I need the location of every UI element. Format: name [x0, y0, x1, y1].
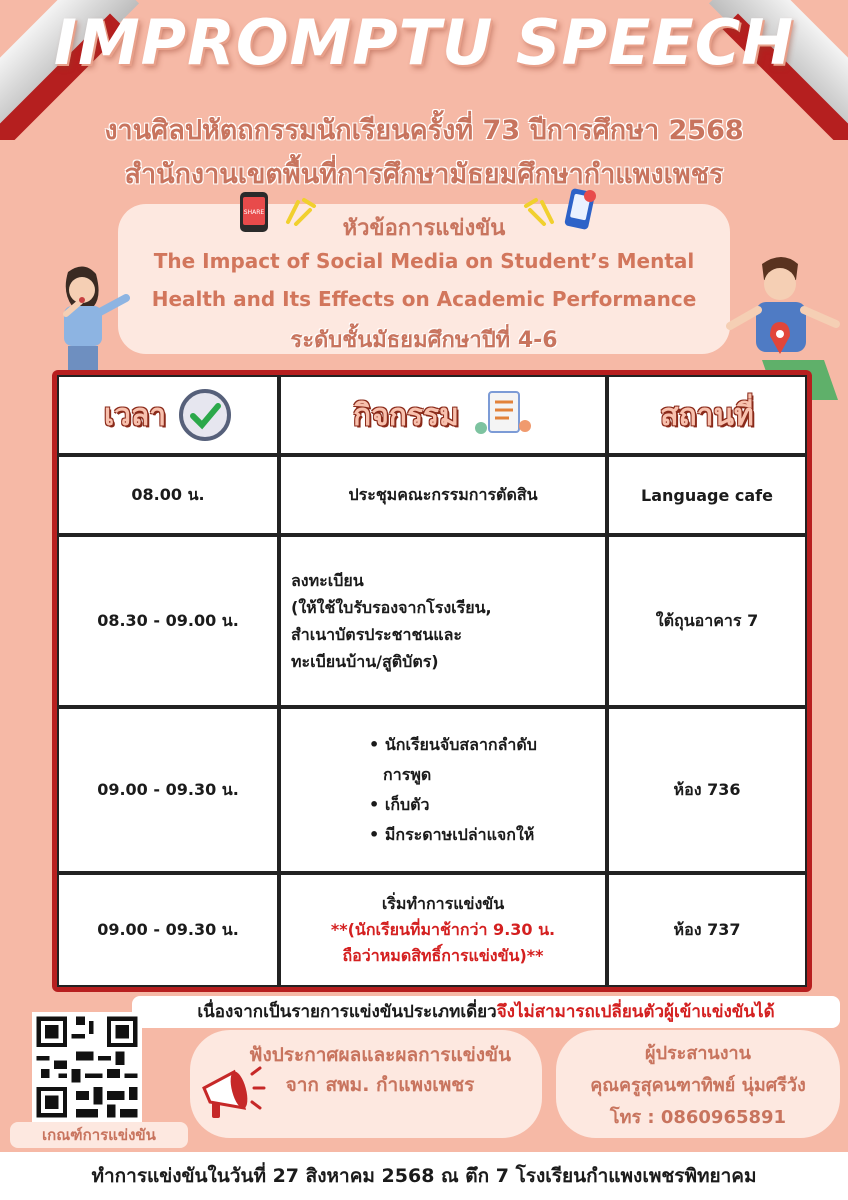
row4-activity — [279, 873, 607, 987]
footer-venue: ทำการแข่งขันในวันที่ 27 สิงหาคม 2568 ณ ตึก 7 โรงเรียนกำแพงเพชรพิทยาคม — [0, 1152, 848, 1200]
notice-part-2: จึงไม่สามารถเปลี่ยนตัวผู้เข้าแข่งขันได้ — [496, 1002, 775, 1022]
row3-place: ห้อง 736 — [607, 707, 807, 873]
coordinator-name: คุณครูสุคนฑาทิพย์ นุ่มศรีวัง — [590, 1075, 806, 1096]
coordinator-title: ผู้ประสานงาน — [645, 1043, 751, 1064]
row1-time: 08.00 น. — [57, 455, 279, 535]
row2-place: ใต้ถุนอาคาร 7 — [607, 535, 807, 707]
subtitle-event: งานศิลปหัตถกรรมนักเรียนครั้งที่ 73 ปีการศึกษา 2568 — [104, 115, 744, 146]
grade-level: ระดับชั้นมัธยมศึกษาปีที่ 4-6 — [290, 328, 558, 353]
header-activity: กิจกรรม — [353, 397, 459, 433]
announcement-line-2: จาก สพม. กำแพงเพชร — [285, 1074, 475, 1096]
schedule-table — [52, 370, 812, 992]
row3-bullet-list — [349, 730, 537, 850]
row4-note-line-2: ถือว่าหมดสิทธิ์การแข่งขัน)** — [342, 946, 544, 965]
header-time: เวลา — [103, 397, 167, 433]
row1-place: Language cafe — [607, 455, 807, 535]
row3-time: 09.00 - 09.30 น. — [57, 707, 279, 873]
qr-code-icon[interactable] — [32, 1012, 142, 1122]
topic-label: หัวข้อการแข่งขัน — [342, 216, 506, 241]
topic-text — [118, 242, 730, 318]
schedule-inner — [57, 375, 807, 987]
substitution-notice — [132, 996, 840, 1028]
checklist-icon — [473, 388, 533, 442]
row4-place: ห้อง 737 — [607, 873, 807, 987]
header-place: สถานที่ — [660, 397, 754, 433]
row2-activity-line: ลงทะเบียน — [291, 571, 364, 590]
row2-activity-line: ทะเบียนบ้าน/สูติบัตร) — [291, 652, 439, 671]
row2-time: 08.30 - 09.00 น. — [57, 535, 279, 707]
coordinator-phone: โทร : 0860965891 — [609, 1107, 787, 1128]
notice-part-1: เนื่องจากเป็นรายการแข่งขันประเภทเดี่ยว — [197, 1002, 497, 1022]
topic-line-2: Health and Its Effects on Academic Performance — [151, 287, 697, 311]
row3-bullet: • มีกระดาษเปล่าแจกให้ — [369, 820, 537, 850]
topic-line-1: The Impact of Social Media on Student’s Mental — [153, 249, 695, 273]
schedule-header-row — [57, 375, 807, 455]
poster-title: IMPROMPTU SPEECH — [53, 6, 795, 79]
table-row — [57, 873, 807, 987]
row2-activity-line: (ให้ใช้ใบรับรองจากโรงเรียน, — [291, 598, 492, 617]
megaphone-icon — [198, 1062, 268, 1124]
table-row — [57, 535, 807, 707]
row1-activity: ประชุมคณะกรรมการตัดสิน — [279, 455, 607, 535]
row4-activity-title: เริ่มทำการแข่งขัน — [381, 894, 505, 913]
row3-bullet: • เก็บตัว — [369, 790, 537, 820]
row4-time: 09.00 - 09.30 น. — [57, 873, 279, 987]
row3-activity — [279, 707, 607, 873]
row2-activity — [279, 535, 607, 707]
header-activity-cell — [279, 375, 607, 455]
header-place-cell — [607, 375, 807, 455]
check-clock-icon — [178, 388, 232, 442]
subtitle-office: สำนักงานเขตพื้นที่การศึกษามัธยมศึกษากำแพงเพชร — [124, 159, 724, 190]
row4-note-line-1: **(นักเรียนที่มาช้ากว่า 9.30 น. — [330, 920, 556, 939]
speaker-girl-illustration — [38, 262, 130, 372]
header-time-cell — [57, 375, 279, 455]
qr-label: เกณฑ์การแข่งขัน — [10, 1122, 188, 1148]
row3-bullet: • นักเรียนจับสลากลำดับ — [369, 730, 537, 760]
table-row — [57, 707, 807, 873]
table-row — [57, 455, 807, 535]
coordinator-box — [556, 1030, 840, 1138]
row3-bullet-continuation: การพูด — [383, 765, 432, 784]
announcement-line-1: ฟังประกาศผลและผลการแข่งขัน — [249, 1044, 511, 1066]
share-badge-text: SHARE — [243, 209, 265, 216]
row2-activity-line: สำเนาบัตรประชาชนและ — [291, 625, 462, 644]
